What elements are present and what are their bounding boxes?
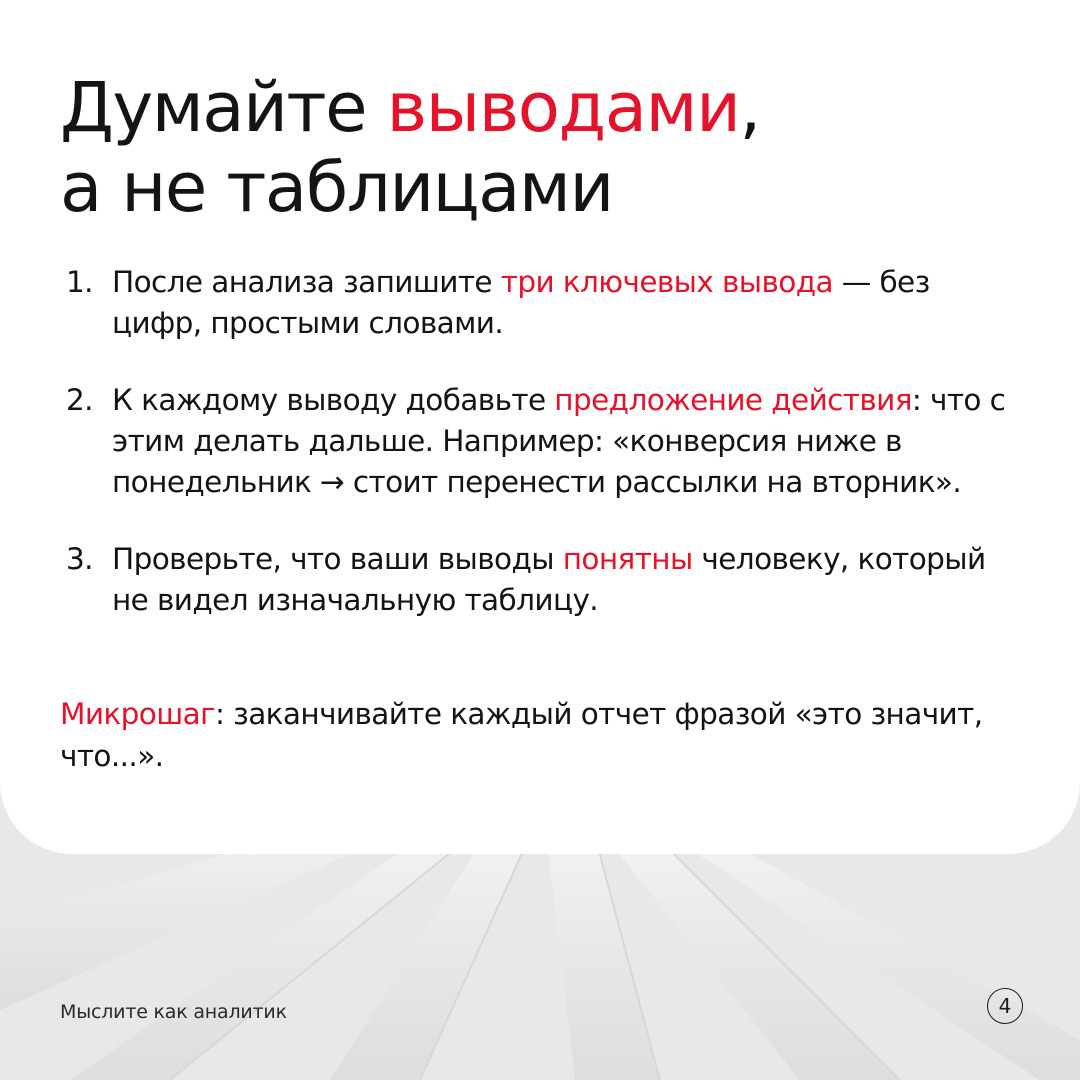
- page-title: Думайте выводами, а не таблицами: [60, 68, 760, 228]
- step-highlight: три ключевых вывода: [500, 265, 833, 299]
- step-number: 2.: [66, 383, 93, 417]
- micro-step-text: : заканчивайте каждый отчет фразой «это значит, что...».: [60, 697, 983, 773]
- micro-step-label: Микрошаг: [60, 697, 215, 731]
- step-number: 1.: [66, 265, 93, 299]
- series-title: Мыслите как аналитик: [60, 1001, 287, 1023]
- step-number: 3.: [66, 542, 93, 576]
- steps-list: [66, 262, 1026, 621]
- step-highlight: предложение действия: [554, 383, 912, 417]
- list-item-step-1: 1. После анализа запишите три ключевых вывода — без цифр, простыми словами.: [66, 262, 1026, 344]
- title-highlight: выводами: [386, 68, 740, 148]
- step-highlight: понятны: [562, 542, 693, 576]
- list-item-step-3: 3. Проверьте, что ваши выводы понятны человеку, который не видел изначальную таблицу.: [66, 539, 1026, 621]
- list-item-step-2: 2. К каждому выводу добавьте предложение действия: что с этим делать дальше. Например: «конверсия ниже в понедельник → стоит перенести рассылки на вторник».: [66, 380, 1026, 503]
- page-number: 4: [998, 994, 1012, 1018]
- micro-step-note: [60, 693, 1020, 777]
- page-number-badge: [987, 988, 1023, 1024]
